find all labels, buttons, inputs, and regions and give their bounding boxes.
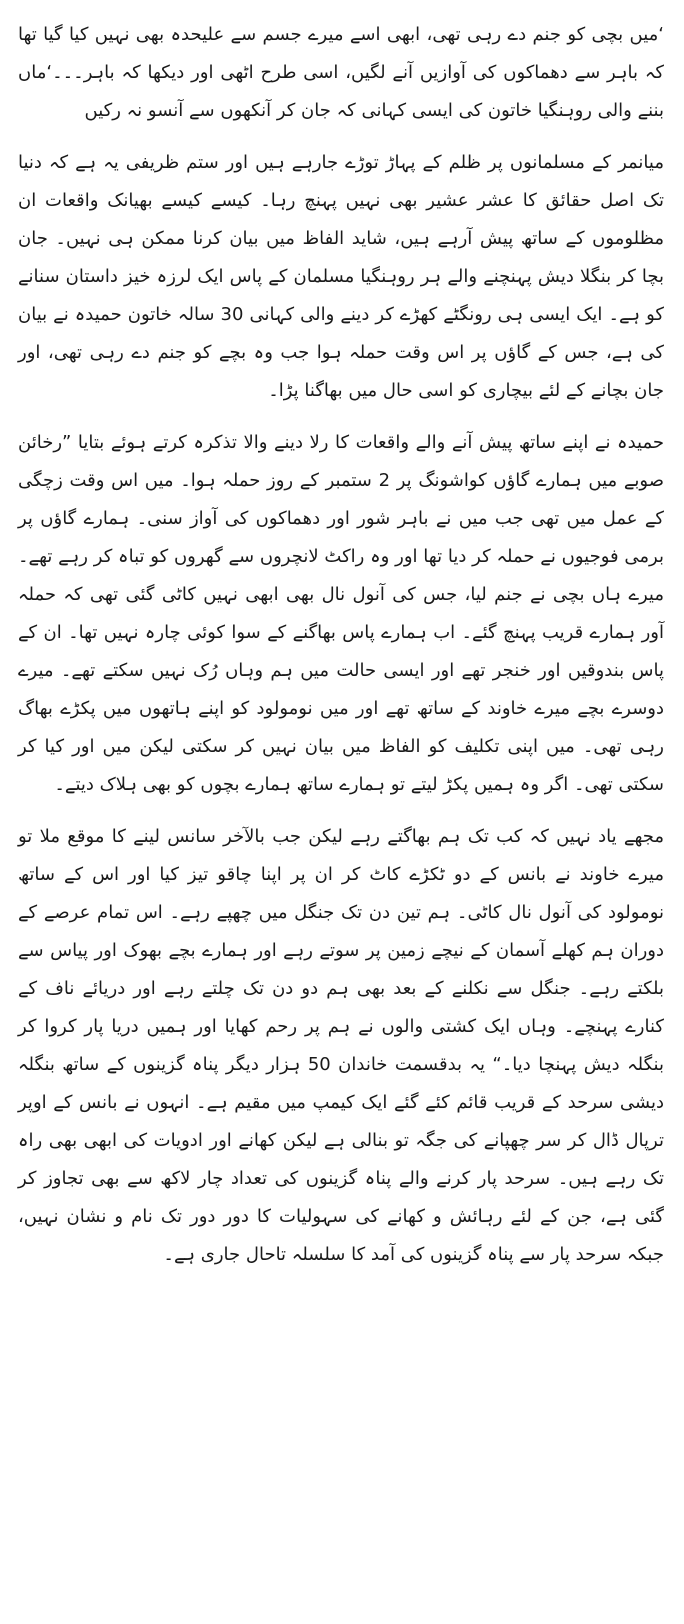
article-paragraph-escape: مجھے یاد نہیں کہ کب تک ہم بھاگتے رہے لیکن جب بالآخر سانس لینے کا موقع ملا تو میرے خاوند نے بانس کے دو ٹکڑے کاٹ کر ان پر اپنا چاقو تیز کیا اور اس کے ساتھ نومولود کی آنول نال کاٹی۔ ہم تین دن تک جنگل میں چھپے رہے۔ اس تمام عرصے کے دوران ہم کھلے آسمان کے نیچے زمین پر سوتے رہے اور ہمارے بچے بھوک اور پیاس سے بلکتے رہے۔ جنگل سے نکلنے کے بعد بھی ہم دو دن تک چلتے رہے اور دریائے ناف کے کنارے پہنچے۔ وہاں ایک کشتی والوں نے ہم پر رحم کھایا اور ہمیں دریا پار کروا کر بنگلہ دیش پہنچا دیا۔“ یہ بدقسمت خاندان 50 ہزار دیگر پناہ گزینوں کے ساتھ بنگلہ دیشی سرحد کے قریب قائم کئے گئے ایک کیمپ میں مقیم ہے۔ انہوں نے بانس کے اوپر ترپال ڈال کر سر چھپانے کی جگہ تو بنالی ہے لیکن کھانے اور ادویات کی ابھی بھی راہ تک رہے ہیں۔ سرحد پار کرنے والے پناہ گزینوں کی تعداد چار لاکھ سے بھی تجاوز کر گئی ہے، جن کے لئے رہائش و کھانے کی سہولیات کا دور دور تک نام و نشان نہیں، جبکہ سرحد پار سے پناہ گزینوں کی آمد کا سلسلہ تاحال جاری ہے۔ bbox=[18, 826, 664, 1265]
article-intro-paragraph: ‘میں بچی کو جنم دے رہی تھی، ابھی اسے میرے جسم سے علیحدہ بھی نہیں کیا گیا تھا کہ باہر سے دھماکوں کی آوازیں آنے لگیں، اسی طرح اٹھی اور دیکھا کہ باہر۔۔۔‘ماں بننے والی روہنگیا خاتون کی ایسی کہانی کہ جان کر آنکھوں سے آنسو نہ رکیں bbox=[18, 24, 664, 121]
article-paragraph-testimony: حمیدہ نے اپنے ساتھ پیش آنے والے واقعات کا رلا دینے والا تذکرہ کرتے ہوئے بتایا ”رخائن صوبے میں ہمارے گاﺅں کواشونگ پر 2 ستمبر کے روز حملہ ہوا۔ میں اس وقت زچگی کے عمل میں تھی جب میں نے باہر شور اور دھماکوں کی آواز سنی۔ ہمارے گاﺅں پر برمی فوجیوں نے حملہ کر دیا تھا اور وہ راکٹ لانچروں سے گھروں کو تباہ کر رہے تھے۔ میرے ہاں بچی نے جنم لیا، جس کی آنول نال بھی ابھی نہیں کاٹی گئی تھی کہ حملہ آور ہمارے قریب پہنچ گئے۔ اب ہمارے پاس بھاگنے کے سوا کوئی چارہ نہیں تھا۔ ان کے پاس بندوقیں اور خنجر تھے اور ایسی حالت میں ہم وہاں رُک نہیں سکتے تھے۔ میرے دوسرے بچے میرے خاوند کے ساتھ تھے اور میں نومولود کو اپنے ہاتھوں میں پکڑے بھاگ رہی تھی۔ میں اپنی تکلیف کو الفاظ میں بیان نہیں کر سکتی لیکن میں اور کیا کر سکتی تھی۔ اگر وہ ہمیں پکڑ لیتے تو ہمارے ساتھ ہمارے بچوں کو بھی ہلاک دیتے۔ bbox=[18, 432, 664, 795]
article-paragraph-background: میانمر کے مسلمانوں پر ظلم کے پہاڑ توڑے جارہے ہیں اور ستم ظریفی یہ ہے کہ دنیا تک اصل حقائق کا عشر عشیر بھی نہیں پہنچ رہا۔ کیسے کیسے بھیانک واقعات ان مظلوموں کے ساتھ پیش آرہے ہیں، شاید الفاظ میں بیان کرنا ممکن ہی نہیں۔ جان بچا کر بنگلا دیش پہنچنے والے ہر روہنگیا مسلمان کے پاس ایک لرزہ خیز داستان سنانے کو ہے۔ ایک ایسی ہی رونگٹے کھڑے کر دینے والی کہانی 30 سالہ خاتون حمیدہ نے بیان کی ہے، جس کے گاﺅں پر اس وقت حملہ ہوا جب وہ بچے کو جنم دے رہی تھی، اور جان بچانے کے لئے بیچاری کو اسی حال میں بھاگنا پڑا۔ bbox=[18, 152, 664, 401]
